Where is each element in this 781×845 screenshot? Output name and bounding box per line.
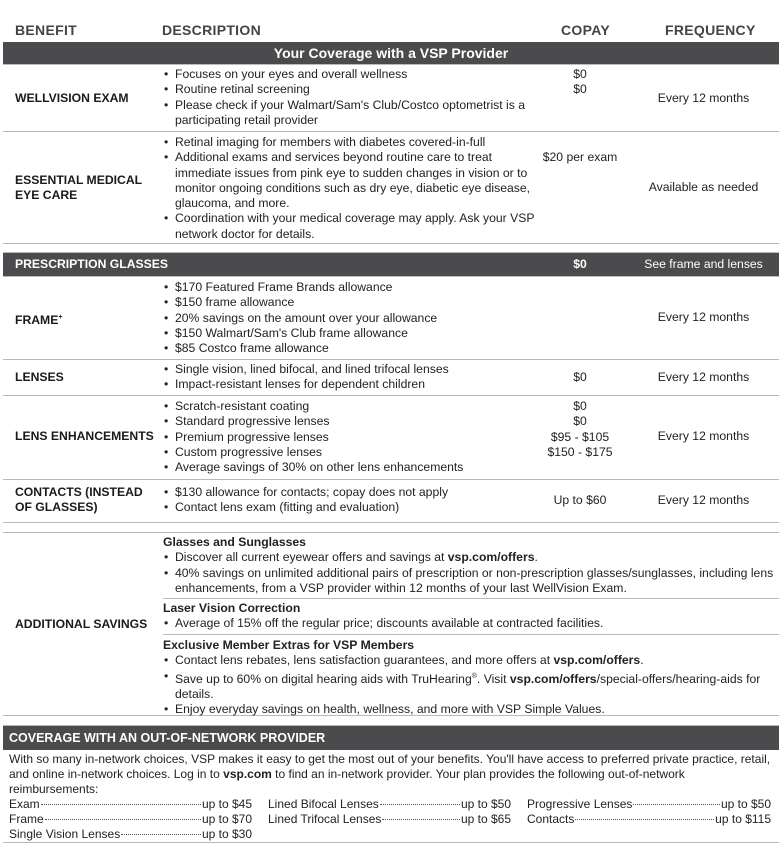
row-essential-medical [3, 132, 779, 244]
header-benefit: BENEFIT [15, 22, 77, 38]
list-item: • Contact lens exam (fitting and evaluation) [163, 500, 538, 515]
label-line: OF GLASSES) [15, 500, 98, 515]
list-item: • Additional exams and services beyond routine care to treat immediate issues from pink eye to sudden changes in vision or to monitor ongoing conditions such as dry eye, diabetic eye disease, glaucoma, and more. [163, 150, 538, 211]
copay-value: $0 [573, 414, 587, 429]
row-description [163, 280, 538, 356]
list-item: • Premium progressive lenses [163, 430, 538, 445]
row-frequency: Every 12 months [657, 429, 750, 443]
row-copay [540, 67, 620, 98]
list-item: • Please check if your Walmart/Sam's Club/Costco optometrist is a participating retail provider [163, 98, 538, 129]
row-additional-savings [3, 532, 779, 716]
savings-title: Laser Vision Correction [163, 601, 301, 615]
spacer [3, 244, 779, 253]
list-item: • 20% savings on the amount over your allowance [163, 311, 538, 326]
footnote-mark: + [58, 314, 63, 321]
header-description: DESCRIPTION [162, 22, 261, 38]
savings-extras-block [163, 638, 779, 718]
reimbursement-item [268, 812, 511, 827]
reimbursement-item [268, 797, 511, 812]
header-frequency: FREQUENCY [665, 22, 756, 38]
table-header [3, 0, 779, 42]
coverage-title-bar [3, 42, 779, 65]
list-item: • Routine retinal screening [163, 82, 538, 97]
savings-title: Exclusive Member Extras for VSP Members [163, 638, 415, 652]
item-label: Lined Trifocal Lenses [268, 812, 382, 826]
row-description [163, 485, 538, 516]
row-copay [540, 399, 620, 460]
copay-value: $0 [573, 82, 587, 97]
item-amount: up to $65 [460, 812, 511, 826]
item-label: Exam [9, 797, 40, 811]
list-item: • Retinal imaging for members with diabetes covered-in-full [163, 135, 538, 150]
vsp-link[interactable]: vsp.com [223, 767, 272, 781]
row-frame [3, 277, 779, 360]
row-label [15, 310, 62, 328]
text: to find an in-network provider. Your plan provides the following out-of-network reimbursements: [9, 767, 685, 796]
offers-link[interactable]: vsp.com/offers [553, 653, 641, 668]
item-amount: up to $45 [201, 797, 252, 811]
row-contacts [3, 480, 779, 523]
reimbursement-item [527, 797, 771, 812]
reimbursement-item [9, 812, 252, 827]
copay-value: $0 [573, 67, 587, 81]
list-item: • Focuses on your eyes and overall wellness [163, 67, 538, 82]
list-item: • $170 Featured Frame Brands allowance [163, 280, 538, 295]
reimbursement-item [527, 812, 771, 827]
label-line: ESSENTIAL MEDICAL [15, 173, 143, 187]
registered-mark: ® [471, 672, 477, 680]
item-label: Contacts [527, 812, 575, 826]
list-item: • $130 allowance for contacts; copay does not apply [163, 485, 538, 500]
row-copay: $0 [573, 370, 587, 384]
list-item: • Impact-resistant lenses for dependent children [163, 377, 538, 392]
item-label: Lined Bifocal Lenses [268, 797, 379, 811]
list-item: • Scratch-resistant coating [163, 399, 538, 414]
row-label [15, 173, 142, 204]
text: Contact lens rebates, lens satisfaction guarantees, and more offers at [175, 653, 554, 668]
text: . [640, 653, 644, 668]
row-frequency: Available as needed [648, 180, 759, 194]
text: /special-offers/hearing-aids for details. [175, 671, 761, 701]
list-item [163, 669, 779, 703]
row-frequency: Every 12 months [657, 310, 750, 324]
row-frequency: Every 12 months [657, 493, 750, 507]
savings-title: Glasses and Sunglasses [163, 535, 306, 549]
row-label: LENSES [15, 370, 64, 384]
item-amount: up to $30 [201, 827, 252, 841]
reimbursement-item [9, 827, 252, 842]
copay-value: $150 - $175 [547, 444, 613, 459]
row-label: WELLVISION EXAM [15, 91, 129, 105]
label-line: CONTACTS (INSTEAD [15, 485, 143, 499]
text: . Visit [476, 671, 510, 686]
coverage-title: Your Coverage with a VSP Provider [273, 45, 509, 61]
reimbursement-list [3, 797, 779, 842]
list-item: • 40% savings on unlimited additional pairs of prescription or non-prescription glasses/sunglasses, including lens enhancements, from a VSP provider within 12 months of your last WellVision Exam. [163, 566, 779, 597]
row-copay: Up to $60 [553, 493, 607, 507]
row-label: ADDITIONAL SAVINGS [15, 617, 148, 631]
header-copay: COPAY [561, 22, 610, 38]
list-item: • $150 Walmart/Sam's Club frame allowance [163, 326, 538, 341]
savings-glasses-block [163, 535, 779, 596]
item-label: Single Vision Lenses [9, 827, 121, 841]
item-label: Progressive Lenses [527, 797, 633, 811]
out-of-network-title: COVERAGE WITH AN OUT-OF-NETWORK PROVIDER [3, 726, 779, 750]
bar-copay: $0 [573, 257, 587, 271]
hearing-aids-link[interactable]: vsp.com/offers [509, 671, 597, 686]
text: Save up to 60% on digital hearing aids with TruHearing [175, 671, 472, 686]
row-copay: $20 per exam [542, 150, 618, 164]
item-amount: up to $50 [460, 797, 511, 811]
benefits-table [3, 0, 779, 843]
row-description [163, 399, 538, 475]
row-description [163, 362, 538, 393]
row-wellvision-exam [3, 65, 779, 132]
spacer [3, 523, 779, 532]
bar-label: PRESCRIPTION GLASSES [15, 257, 169, 271]
list-item: • $150 frame allowance [163, 295, 538, 310]
list-item [163, 653, 779, 668]
out-of-network-intro [3, 750, 779, 797]
row-description [163, 135, 538, 242]
list-item: • Custom progressive lenses [163, 445, 538, 460]
divider [163, 598, 779, 599]
list-item: • Enjoy everyday savings on health, wellness, and more with VSP Simple Values. [163, 702, 779, 717]
list-item: • Standard progressive lenses [163, 414, 538, 429]
copay-value: $0 [573, 399, 587, 413]
savings-laser-block [163, 601, 779, 632]
out-of-network-section [3, 725, 779, 843]
row-description [163, 67, 538, 128]
prescription-glasses-bar [3, 253, 779, 277]
text: With so many in-network choices, VSP makes it easy to get the most out of your benefits. You'll have access to preferred private practice, retail, and online in-network choices. Log in to [9, 752, 771, 781]
list-item: • $85 Costco frame allowance [163, 341, 538, 356]
row-lens-enhancements [3, 396, 779, 480]
list-item: • Single vision, lined bifocal, and lined trifocal lenses [163, 362, 538, 377]
list-item: • Average of 15% off the regular price; discounts available at contracted facilities. [163, 616, 779, 631]
divider [163, 634, 779, 635]
item-label: Frame [9, 812, 44, 826]
row-frequency: Every 12 months [657, 91, 750, 105]
row-label: LENS ENHANCEMENTS [15, 429, 154, 443]
offers-link[interactable]: vsp.com/offers [447, 550, 535, 565]
reimbursement-item [9, 797, 252, 812]
row-label [15, 485, 143, 516]
row-frequency: Every 12 months [657, 370, 750, 384]
label-text: FRAME [15, 313, 59, 328]
row-lenses [3, 360, 779, 396]
item-amount: up to $115 [715, 812, 771, 826]
copay-value: $95 - $105 [550, 429, 610, 444]
text: . [534, 550, 538, 565]
list-item [163, 550, 779, 565]
item-amount: up to $70 [201, 812, 252, 826]
list-item: • Average savings of 30% on other lens enhancements [163, 460, 538, 475]
item-amount: up to $50 [720, 797, 771, 811]
text: Discover all current eyewear offers and savings at [175, 550, 448, 565]
list-item: • Coordination with your medical coverage may apply. Ask your VSP network doctor for details. [163, 211, 538, 242]
label-line: EYE CARE [15, 188, 78, 203]
bar-frequency: See frame and lenses [644, 257, 763, 271]
